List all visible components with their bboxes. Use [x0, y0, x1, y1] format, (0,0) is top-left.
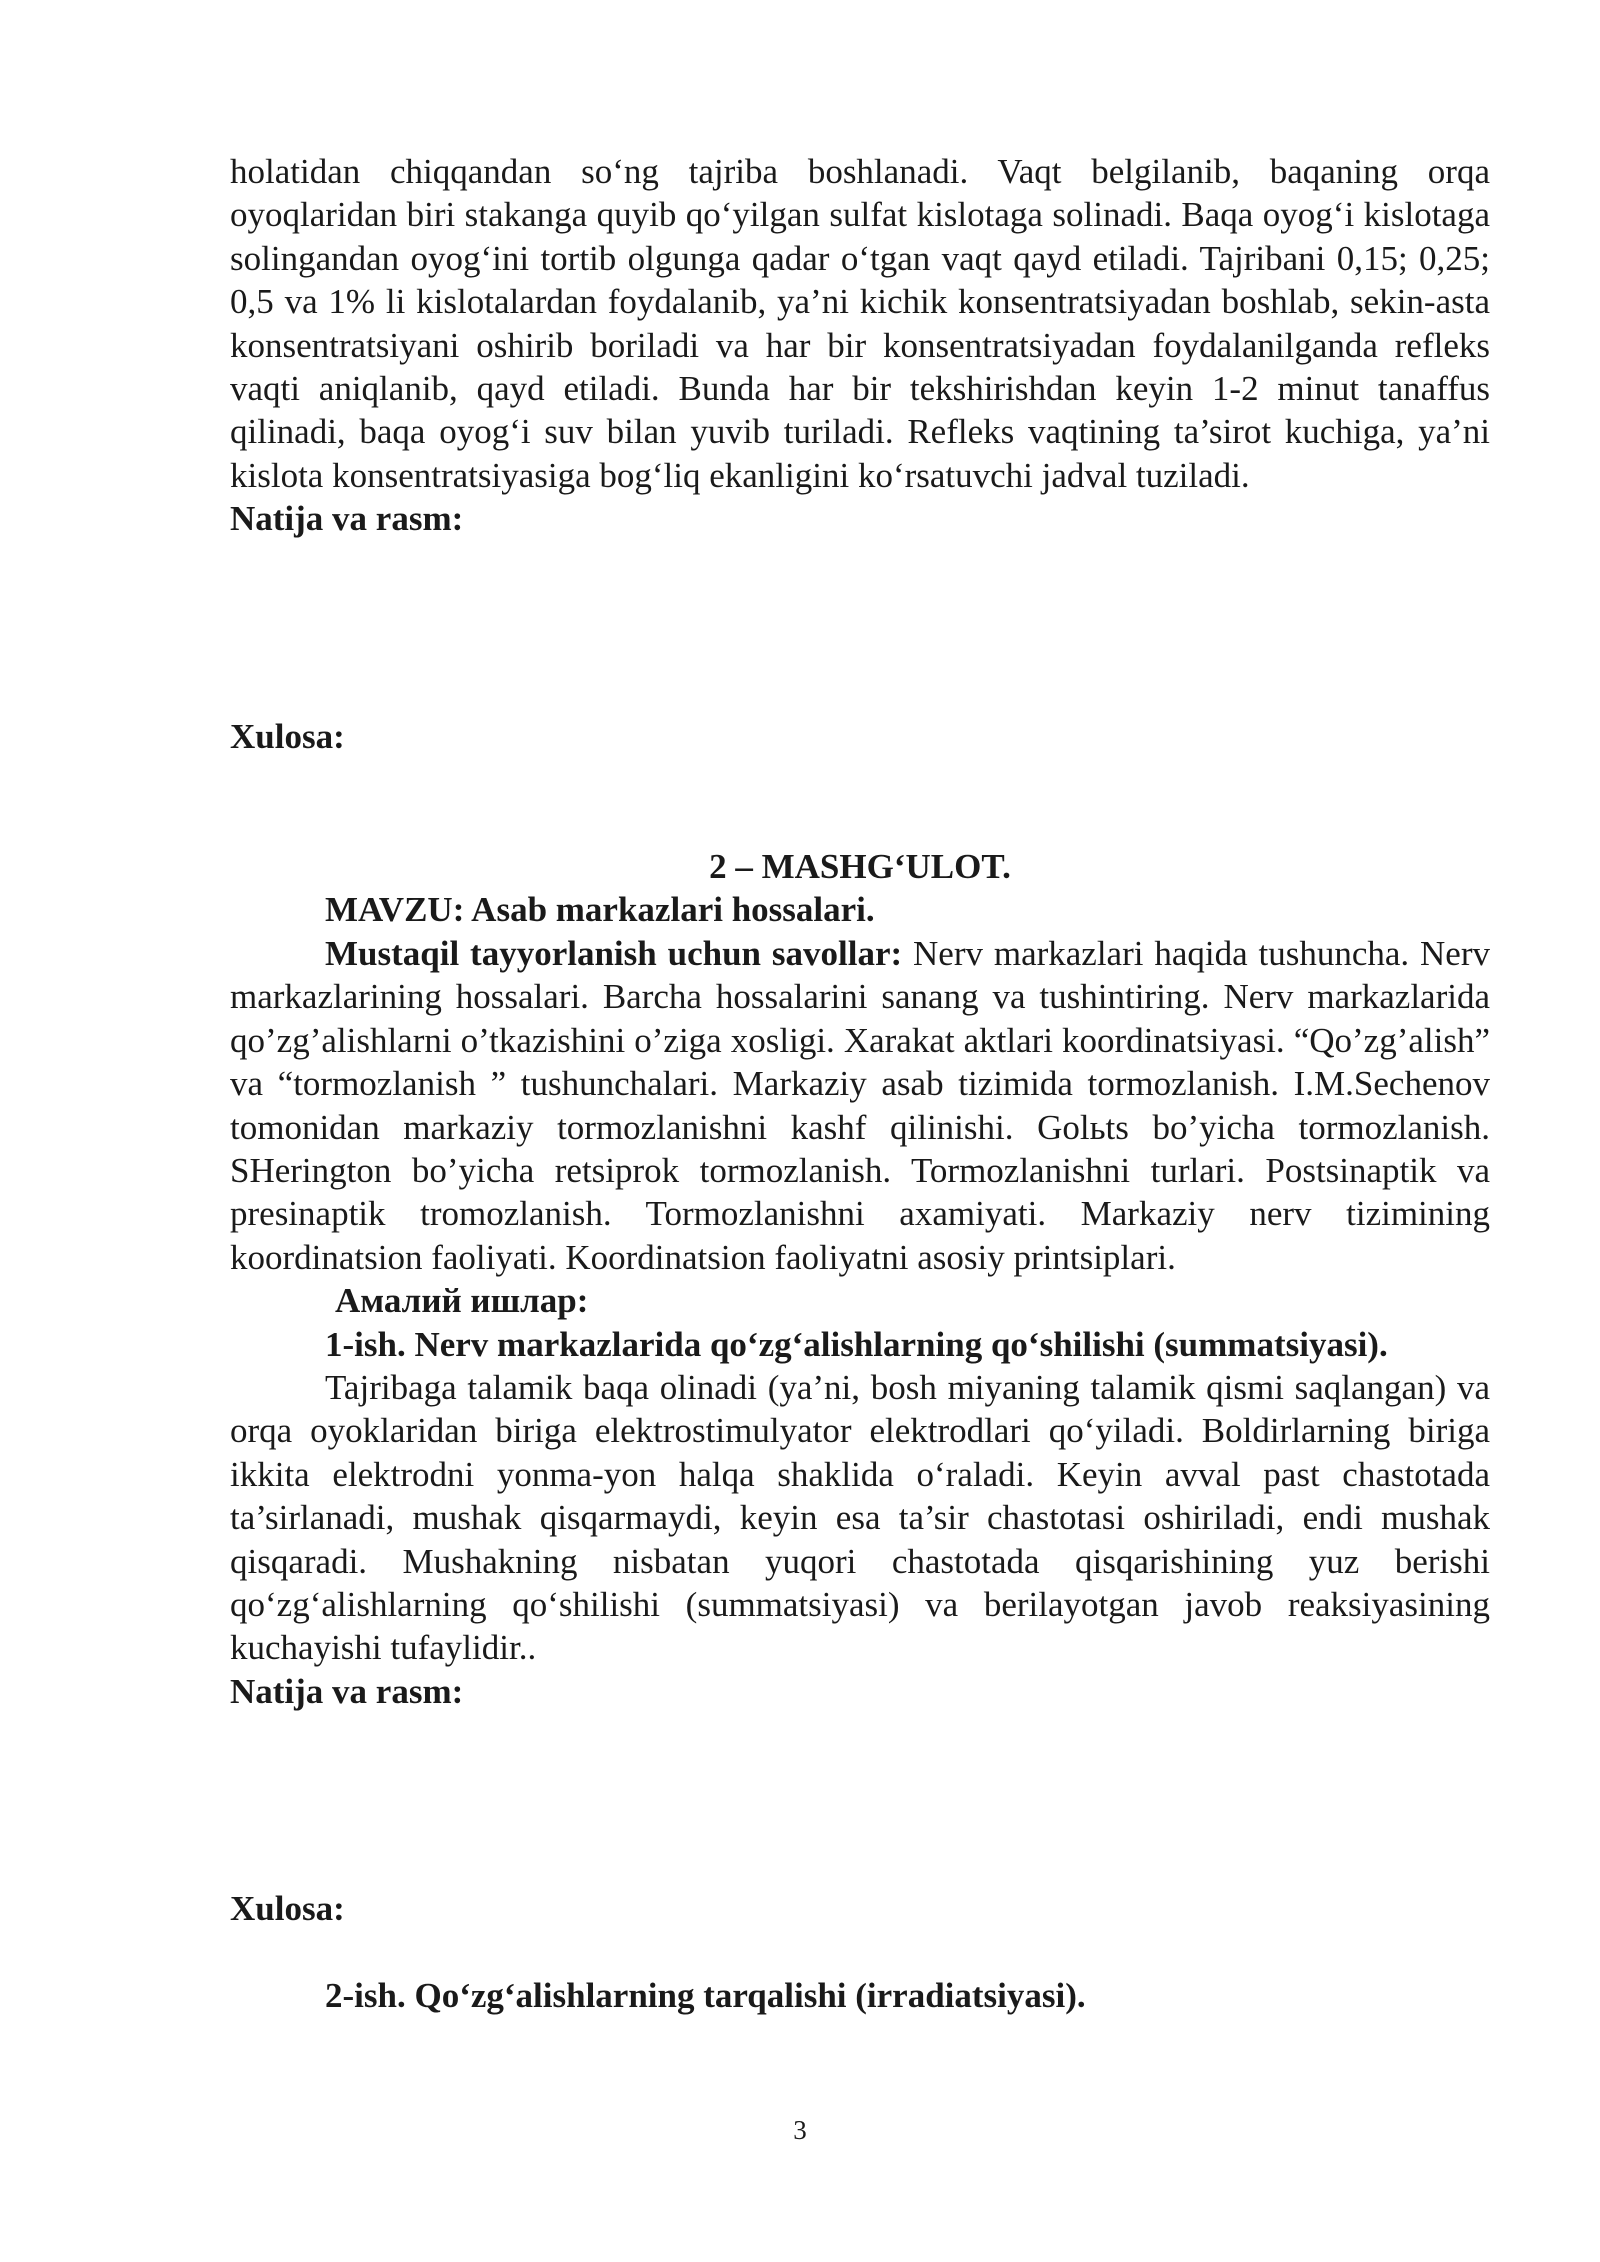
conclusion-space-1 [230, 758, 1490, 845]
result-heading-2: Natija va rasm: [230, 1671, 464, 1711]
conclusion-space-2 [230, 1931, 1490, 1974]
document-page [230, 150, 1490, 2017]
questions-text: Nerv markazlari haqida tushuncha. Nerv markazlarining hossalari. Barcha hossalarini sanang va tushintiring. Nerv markazlarida qo’zg’alishlarni o’tkazishini o’ziga xosligi. Xarakat aktlari koordinatsiyasi. “Qo’zg’alish” va “tormozlanish ” tushunchalari. Markaziy asab tizimida tormozlanish. I.M.Sechenov tomonidan markaziy tormozlanishni kashf qilinishi. Golьts bo’yicha tormozlanish. SHerington bo’yicha retsiprok tormozlanish. Tormozlanishni turlari. Postsinaptik va presinaptik tromozlanish. Tormozlanishni axamiyati. Markaziy nerv tizimining koordinatsion faoliyati. Koordinatsion faoliyatni asosiy printsiplari. [230, 933, 1490, 1277]
practical-heading: Амалий ишлар: [335, 1281, 589, 1321]
questions-label: Mustaqil tayyorlanish uchun savollar: [325, 933, 903, 973]
result-heading-1: Natija va rasm: [230, 499, 464, 539]
result-space-1 [230, 541, 1490, 715]
work1-paragraph: Tajribaga talamik baqa olinadi (ya’ni, bosh miyaning talamik qismi saqlangan) va orqa oyoklaridan biriga elektrostimulyator elektrodlari qo‘yiladi. Boldirlarning biriga ikkita elektrodni yonma-yon halqa shaklida o‘raladi. Keyin avval past chastotada ta’sirlanadi, mushak qisqarmaydi, keyin esa ta’sir chastotasi oshiriladi, endi mushak qisqaradi. Mushakning nisbatan yuqori chastotada qisqarishining yuz berishi qo‘zg‘alishlarning qo‘shilishi (summatsiyasi) va berilayotgan javob reaksiyasining kuchayishi tufaylidir.. [230, 1367, 1490, 1668]
intro-paragraph: holatidan chiqqandan so‘ng tajriba boshlanadi. Vaqt belgilanib, baqaning orqa oyoqlaridan biri stakanga quyib qo‘yilgan sulfat kislotaga solinadi. Baqa oyog‘i kislotaga solingandan oyog‘ini tortib olgunga qadar o‘tgan vaqt qayd etiladi. Tajribani 0,15; 0,25; 0,5 va 1% li kislotalardan foydalanib, ya’ni kichik konsentratsiyadan boshlab, sekin-asta konsentratsiyani oshirib boriladi va har bir konsentratsiyadan foydalanilganda refleks vaqti aniqlanib, qayd etiladi. Bunda har bir tekshirishdan keyin 1-2 minut tanaffus qilinadi, baqa oyog‘i suv bilan yuvib turiladi. Refleks vaqtining ta’sirot kuchiga, ya’ni kislota konsentratsiyasiga bog‘liq ekanligini ko‘rsatuvchi jadval tuziladi. [230, 152, 1490, 495]
work1-title: 1-ish. Nerv markazlarida qo‘zg‘alishlarning qo‘shilishi (summatsiyasi). [325, 1324, 1388, 1364]
conclusion-heading-1: Xulosa: [230, 716, 345, 756]
work2-title: 2-ish. Qo‘zg‘alishlarning tarqalishi (irradiatsiyasi). [325, 1975, 1086, 2015]
topic-line: MAVZU: Asab markazlari hossalari. [325, 890, 875, 930]
conclusion-heading-2: Xulosa: [230, 1889, 345, 1929]
page-number: 3 [793, 2115, 807, 2145]
lesson-title: 2 – MASHG‘ULOT. [709, 847, 1011, 887]
questions-paragraph [230, 932, 1490, 1279]
result-space-2 [230, 1713, 1490, 1887]
